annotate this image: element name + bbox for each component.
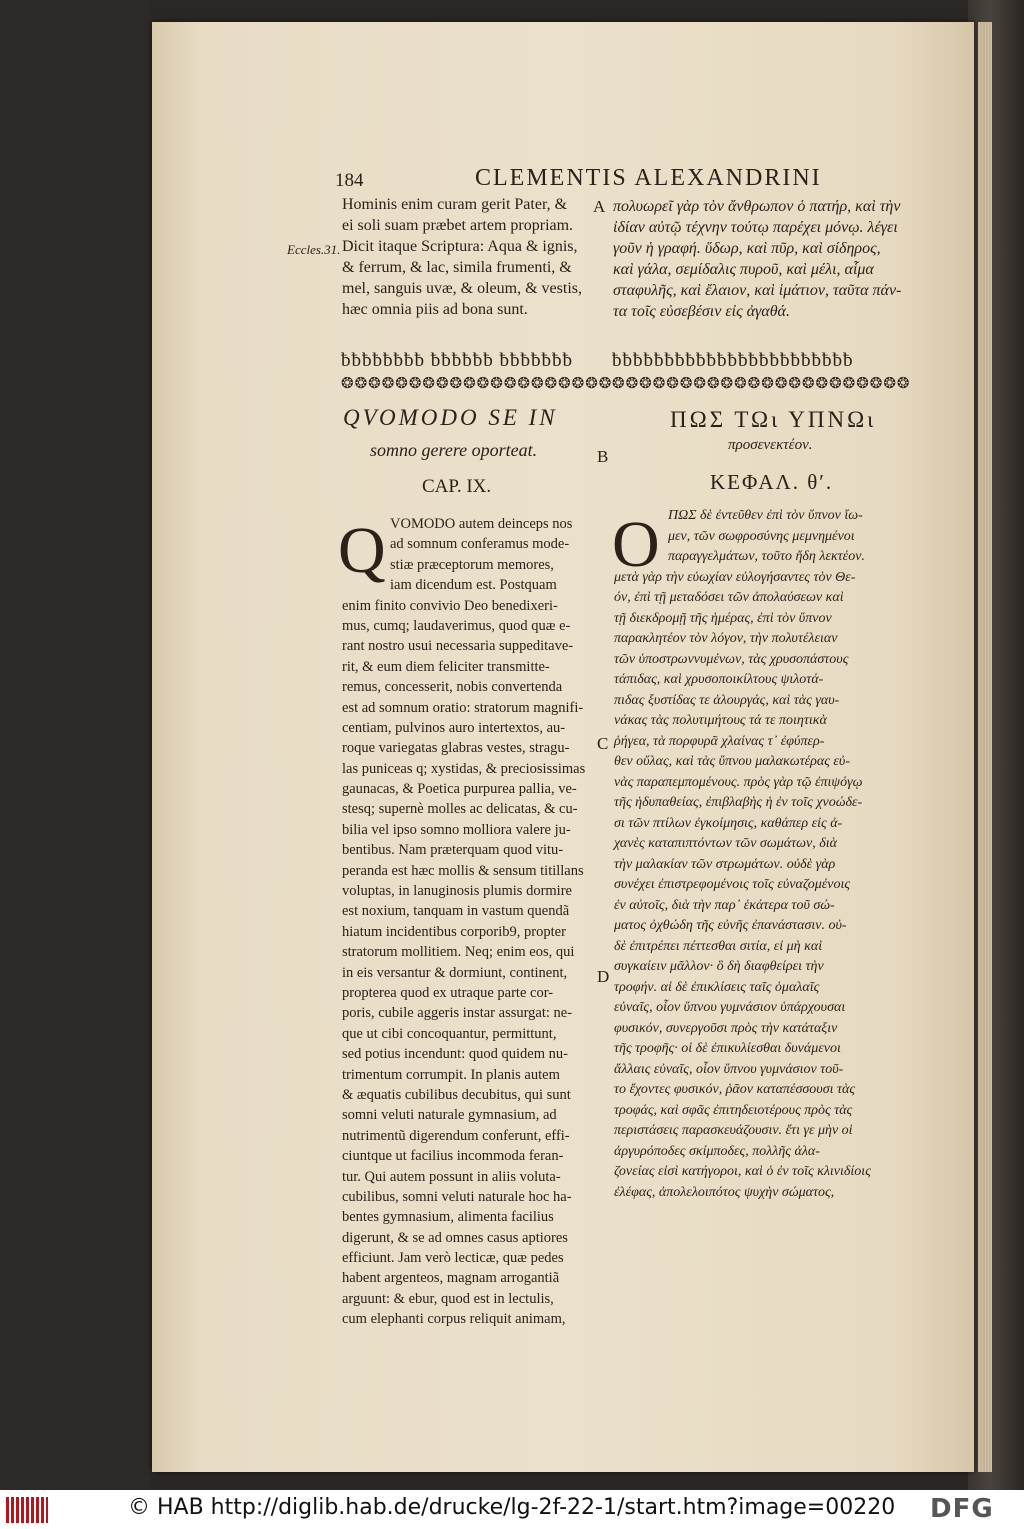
text-line: arguunt: & ebur, quod est in lectulis, bbox=[342, 1290, 554, 1307]
page-edge-strip bbox=[978, 22, 992, 1472]
text-line: τῆς ἡδυπαθείας, ἐπιβλαβὴς ἡ ἐν τοῖς χνοώδε- bbox=[614, 795, 863, 810]
text-line: χανὲς καταπιπτόντων τῶν σωμάτων, διὰ bbox=[614, 836, 837, 851]
text-line: gaunacas, & Poetica purpurea pallia, ve- bbox=[342, 781, 577, 798]
text-line: νὰς παραπεμπομένους. πρὸς γὰρ τῷ ἐπιψόγῳ bbox=[614, 774, 863, 790]
text-line: cubilibus, somni veluti naturale hoc ha- bbox=[342, 1188, 572, 1205]
chapter-number-greek: ΚΕΦΑΛ. θʹ. bbox=[710, 470, 834, 494]
text-line: τῆς τροφῆς· οἱ δὲ ἐπικυλίεσθαι δυνάμενοι bbox=[614, 1041, 841, 1056]
text-line: stiæ præceptorum memores, bbox=[390, 556, 554, 573]
top-greek-block bbox=[613, 196, 901, 322]
text-line: τροφάς, καὶ σφᾶς ἐπιτηδειοτέρους πρὸς τὰς bbox=[614, 1102, 853, 1118]
text-line: ἰδίαν αὐτῷ τέχνην τούτῳ παρέχει μόνῳ. λέγει bbox=[613, 219, 898, 236]
text-line: ad somnum conferamus mode- bbox=[390, 536, 570, 553]
margin-marker-a: A bbox=[593, 197, 606, 216]
text-line: bentibus. Nam præterquam quod vitu- bbox=[342, 842, 564, 859]
text-line: εὐναῖς, οἷον ὕπνου γυμνάσιον ὑπάρχουσαι bbox=[614, 1000, 846, 1015]
text-line: remus, concesserit, nobis convertenda bbox=[342, 679, 563, 696]
text-line: digerunt, & se ad omnes casus aptiores bbox=[342, 1229, 568, 1246]
text-line: ἀργυρόποδες σκίμποδες, πολλῆς ἀλα- bbox=[614, 1143, 820, 1159]
scan-backdrop-right bbox=[968, 0, 1024, 1490]
chapter-heading-greek: ΠΩΣ ΤΩι ΥΠΝΩι bbox=[670, 407, 877, 432]
text-line: mel, sanguis uvæ, & oleum, & vestis, bbox=[342, 280, 582, 297]
text-line: roque variegatas glabras vestes, stragu- bbox=[342, 740, 570, 757]
text-line: & æquatis cubilibus decubitus, qui sunt bbox=[342, 1086, 571, 1103]
text-line: VOMODO autem deinceps nos bbox=[390, 516, 573, 532]
text-line: trimentum corrumpit. In planis autem bbox=[342, 1066, 560, 1083]
source-url-link[interactable]: © HAB http://diglib.hab.de/drucke/lg-2f-22-1/start.htm?image=00220 bbox=[128, 1495, 896, 1520]
text-line: το ἔχοντες φυσικόν, ῥᾶον καταπέσσουσι τὰς bbox=[614, 1082, 856, 1097]
text-line: τὴν μαλακίαν τῶν στρωμάτων. οὐδὲ γὰρ bbox=[614, 856, 836, 872]
margin-marker-c: C bbox=[597, 734, 609, 753]
text-line: ῥήγεα, τὰ πορφυρᾶ χλαίνας τ᾽ ἐφύπερ- bbox=[614, 733, 825, 749]
text-line: habent argenteos, magnam arrogantiã bbox=[342, 1270, 560, 1287]
text-line: πολυωρεῖ γὰρ τὸν ἄνθρωπον ὁ πατήρ, καὶ τὴν bbox=[613, 198, 901, 215]
margin-citation: Eccles.31. bbox=[287, 242, 341, 257]
text-line: ἄλλαις εὐναῖς, οἷον ὕπνου γυμνάσιον τοῦ- bbox=[614, 1061, 844, 1077]
text-line: τάπιδας, καὶ χρυσοποικίλτους ψιλοτά- bbox=[614, 672, 824, 687]
text-line: σι τῶν πτίλων ἐγκοίμησις, καθάπερ εἰς ἀ- bbox=[614, 815, 843, 831]
text-line: enim finito convivio Deo benedixeri- bbox=[342, 597, 558, 614]
text-line: efficiunt. Jam verò lecticæ, quæ pedes bbox=[342, 1250, 564, 1267]
page-number: 184 bbox=[335, 170, 364, 191]
text-line: propterea quod ex utraque parte cor- bbox=[342, 984, 554, 1001]
ornament-band-right-2: ❂❂❂❂❂❂❂❂❂❂❂❂❂❂❂❂❂❂❂❂❂❂ bbox=[612, 376, 911, 392]
ornament-band-left-2: ❂❂❂❂❂❂❂❂❂❂❂❂❂❂❂❂❂❂❂❂ bbox=[341, 376, 613, 392]
text-line: ἐλέφας, ἀπολελοιπότος ψυχὴν σώματος, bbox=[614, 1184, 835, 1200]
text-line: mus, cumq; laudaverimus, quod quæ e- bbox=[342, 617, 571, 634]
text-line: somni veluti naturale gymnasium, ad bbox=[342, 1107, 557, 1124]
text-line: παραγγελμάτων, τοῦτο ἤδη λεκτέον. bbox=[668, 549, 865, 564]
chapter-subheading-latin: somno gerere oporteat. bbox=[370, 440, 538, 460]
text-line: μετὰ γὰρ τὴν εὐωχίαν εὐλογήσαντες τὸν Θε- bbox=[614, 569, 856, 585]
text-line: que ut cibi concoquantur, permittunt, bbox=[342, 1025, 557, 1042]
text-line: συγκαίειν μᾶλλον· ὃ δὴ διαφθείρει τὴν bbox=[614, 959, 824, 974]
text-line: τῶν ὑποστρωννυμένων, τὰς χρυσοπάστους bbox=[614, 651, 849, 667]
text-line: μεν, τῶν σωφροσύνης μεμνημένοι bbox=[668, 528, 855, 544]
text-line: voluptas, in lanuginosis plumis dormire bbox=[342, 883, 572, 900]
text-line: bentes gymnasium, alimenta facilius bbox=[342, 1209, 554, 1226]
text-line: νάκας τὰς πολυτιμήτους τά τε ποιητικὰ bbox=[614, 713, 827, 728]
text-line: est ad somnum oratio: stratorum magnifi- bbox=[342, 699, 584, 716]
text-line: ζονείας εἰσὶ κατήγοροι, καὶ ὁ ἐν τοῖς κλινιδίοις bbox=[614, 1164, 871, 1179]
text-line: & ferrum, & lac, simila frumenti, & bbox=[342, 259, 572, 276]
text-line: σταφυλῆς, καὶ ἔλαιον, καὶ ἱμάτιον, ταῦτα πάν- bbox=[613, 282, 902, 299]
text-line: sed potius incendunt: quod quidem nu- bbox=[342, 1046, 568, 1063]
text-line: γοῦν ἡ γραφή. ὕδωρ, καὶ πῦρ, καὶ σίδηρος, bbox=[613, 240, 881, 257]
text-line: peranda est hæc mollis & sensum titillans bbox=[342, 862, 584, 879]
text-line: τροφήν. αἱ δὲ ἐπικλίσεις ταῖς ὁμαλαῖς bbox=[614, 979, 820, 995]
text-line: stesq; supernè molles ac delicatas, & cu- bbox=[342, 801, 578, 818]
text-line: καὶ γάλα, σεμίδαλις πυροῦ, καὶ μέλι, αἷμα bbox=[613, 261, 874, 278]
text-line: περιστάσεις παρασκευάζουσιν. ἔτι γε μὴν οἱ bbox=[614, 1123, 853, 1138]
body-latin-column bbox=[342, 514, 585, 1330]
dfg-logo[interactable]: DFG bbox=[930, 1494, 994, 1524]
text-line: hæc omnia piis ad bona sunt. bbox=[342, 301, 528, 318]
text-line: τα τοῖς εὐσεβέσιν εἰς ἀγαθά. bbox=[613, 303, 790, 320]
text-line: Hominis enim curam gerit Pater, & bbox=[342, 196, 568, 213]
ornament-band-left: ƀƀƀƀƀƀƀƀ ƀƀƀƀƀƀ ƀƀƀƀƀƀƀ bbox=[341, 350, 573, 371]
text-line: φυσικόν, συνεργοῦσι πρὸς τὴν κατάταξιν bbox=[614, 1020, 838, 1036]
text-line: ματος ὀχθώδη τῆς εὐνῆς ἐπανάστασιν. οὐ- bbox=[614, 918, 847, 933]
text-line: όν, ἐπὶ τῇ μεταδόσει τῶν ἀπολαύσεων καὶ bbox=[614, 590, 844, 605]
ornament-band-right: ƀƀƀƀƀƀƀƀƀƀƀƀƀƀƀƀƀƀƀƀƀƀƀ bbox=[612, 350, 854, 371]
text-line: cum elephanti corpus reliquit animam, bbox=[342, 1311, 566, 1328]
text-line: δὲ ἐπιτρέπει πέττεσθαι σιτία, εἰ μὴ καὶ bbox=[614, 938, 823, 954]
chapter-heading-latin: QVOMODO SE IN bbox=[343, 405, 558, 430]
text-line: centiam, pulvinos auro intertextos, au- bbox=[342, 719, 566, 736]
text-line: τῇ διεκδρομῇ τῆς ἡμέρας, ἐπὶ τὸν ὕπνον bbox=[614, 610, 832, 626]
text-line: rant nostro usui necessaria suppeditave- bbox=[342, 638, 574, 655]
dropcap-latin: Q bbox=[338, 514, 386, 587]
dropcap-greek: O bbox=[612, 508, 660, 581]
running-title: CLEMENTIS ALEXANDRINI bbox=[475, 165, 822, 191]
text-line: stratorum mollitiem. Neq; enim eos, qui bbox=[342, 944, 575, 961]
scan-backdrop-left bbox=[0, 0, 150, 1490]
chapter-number-latin: CAP. IX. bbox=[422, 476, 492, 497]
text-line: θεν οὔλας, καὶ τὰς ὕπνου μαλακωτέρας εὐ- bbox=[614, 754, 850, 769]
text-line: ciuntque ut facilius incommoda feran- bbox=[342, 1148, 564, 1165]
text-line: iam dicendum est. Postquam bbox=[390, 577, 557, 594]
text-line: ἐν αὐτοῖς, διὰ τὴν παρ᾽ ἑκάτερα τοῦ σώ- bbox=[614, 897, 835, 913]
text-line: nutrimentũ digerendum conferunt, effi- bbox=[342, 1127, 570, 1144]
text-line: las puniceas q; xystidas, & preciosissimas bbox=[342, 760, 586, 777]
text-line: est noxium, tanquam in vastum quendã bbox=[342, 903, 570, 920]
text-line: συνέχει ἐπιστρεφομένοις τοῖς εὐναζομένοις bbox=[614, 877, 851, 892]
text-line: hiatum incidentibus corporib9, propter bbox=[342, 923, 566, 940]
text-line: rit, & eum diem feliciter transmitte- bbox=[342, 658, 550, 675]
text-line: Dicit itaque Scriptura: Aqua & ignis, bbox=[342, 238, 578, 255]
margin-marker-d: D bbox=[597, 967, 610, 986]
text-line: ei soli suam præbet artem propriam. bbox=[342, 217, 574, 234]
hab-logo-icon[interactable] bbox=[6, 1497, 48, 1523]
text-line: bilia vel ipso somno molliora valere ju- bbox=[342, 821, 571, 838]
chapter-subheading-greek: προσενεκτέον. bbox=[728, 437, 813, 453]
text-line: tur. Qui autem possunt in aliis voluta- bbox=[342, 1168, 561, 1185]
text-line: παρακλητέον τὸν λόγον, τὴν πολυτέλειαν bbox=[614, 631, 838, 646]
margin-marker-b: B bbox=[597, 447, 609, 466]
text-line: πιδας ξυστίδας τε ἁλουργάς, καὶ τὰς γαυ- bbox=[614, 692, 840, 708]
text-line: ΠΩΣ δὲ ἐντεῦθεν ἐπὶ τὸν ὕπνον ἴω- bbox=[668, 508, 863, 523]
text-line: in eis versantur & dormiunt, continent, bbox=[342, 964, 568, 981]
body-greek-column bbox=[614, 506, 871, 1203]
top-latin-block bbox=[342, 194, 582, 320]
text-line: poris, cubile aggeris instar assurgat: ne- bbox=[342, 1005, 573, 1022]
